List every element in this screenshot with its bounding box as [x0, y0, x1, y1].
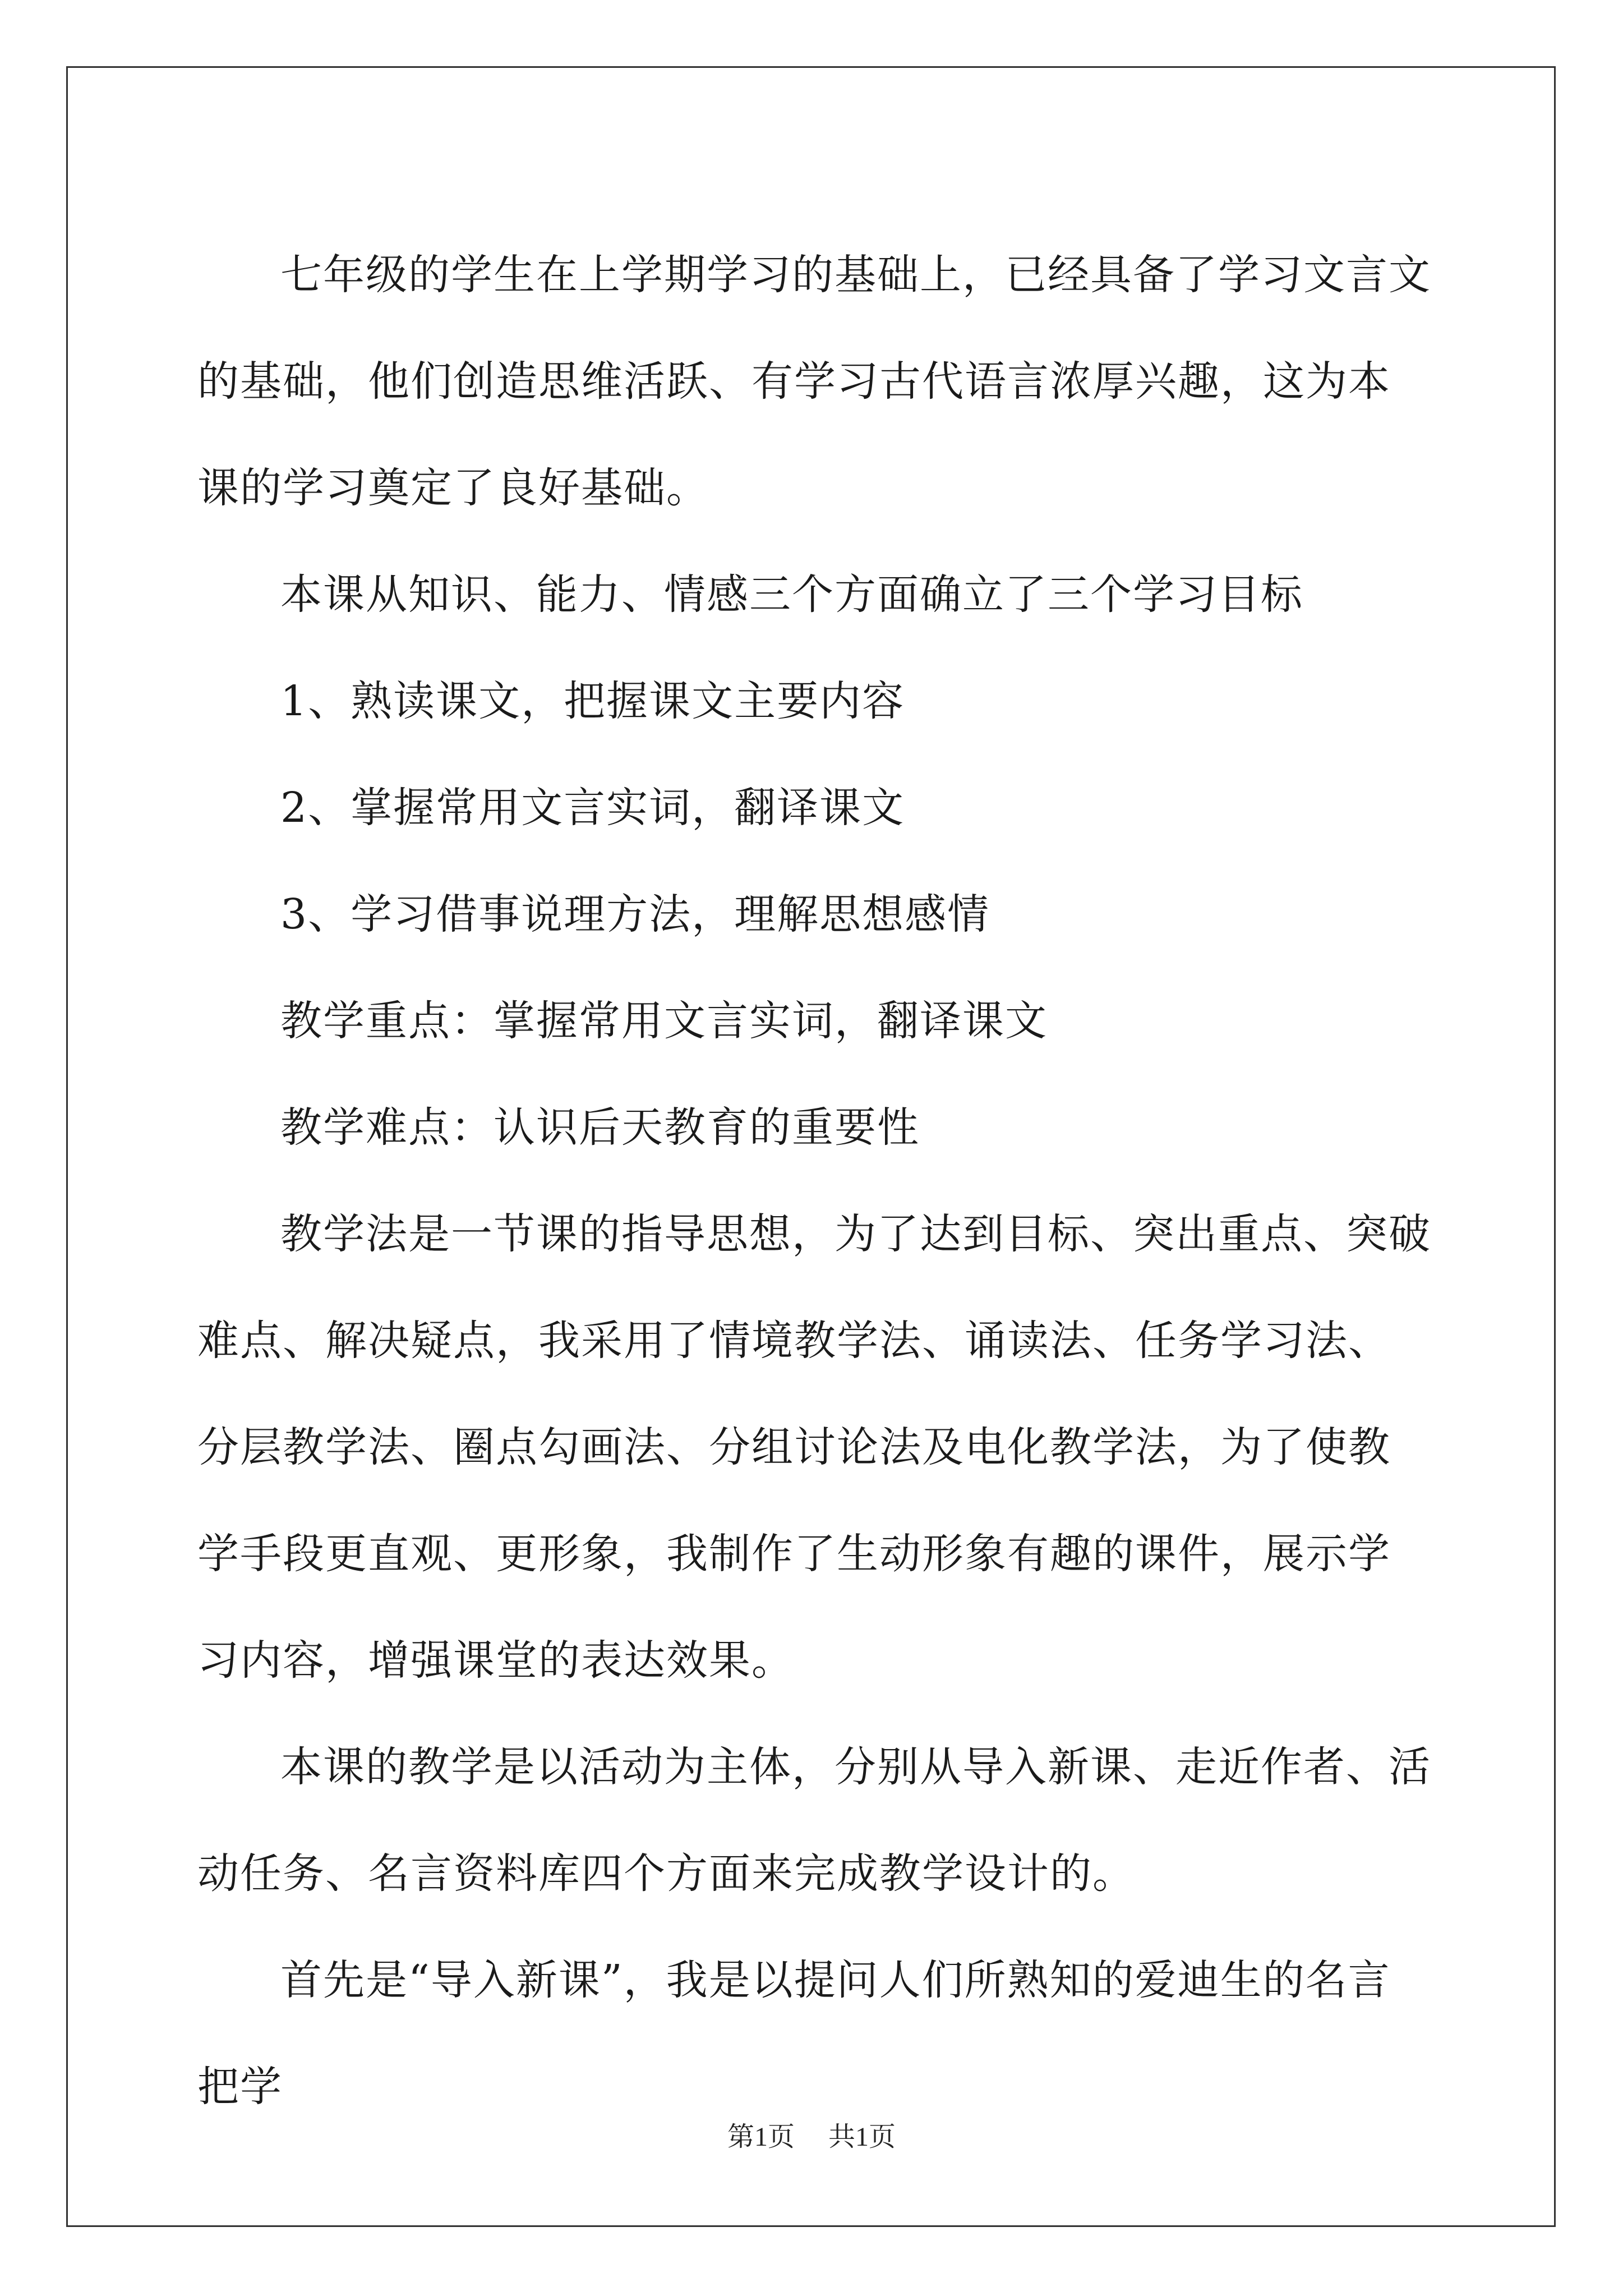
- paragraph-difficult-point: 教学难点：认识后天教育的重要性: [280, 1103, 920, 1152]
- paragraph-activity-design: 本课的教学是以活动为主体，分别从导入新课、走近作者、活动任务、名言资料库四个方面来完成教学设计的。: [197, 1743, 1431, 1898]
- page-number: 第1页: [727, 2122, 795, 2152]
- paragraph-intro: 七年级的学生在上学期学习的基础上，已经具备了学习文言文的基础，他们创造思维活跃、有学习古代语言浓厚兴趣，这为本课的学习奠定了良好基础。: [197, 251, 1431, 512]
- list-item-goal-3: 3、学习借事说理方法，理解思想感情: [280, 890, 990, 938]
- page-total: 共1页: [828, 2122, 896, 2152]
- paragraph-key-point: 教学重点：掌握常用文言实词，翻译课文: [280, 997, 1048, 1045]
- paragraph-teaching-method: 教学法是一节课的指导思想，为了达到目标、突出重点、突破难点、解决疑点，我采用了情境教学法、诵读法、任务学习法、分层教学法、圈点勾画法、分组讨论法及电化教学法，为了使教学手段更直观、更形象，我制作了生动形象有趣的课件，展示学习内容，增强课堂的表达效果。: [197, 1210, 1431, 1685]
- list-item-goal-2: 2、掌握常用文言实词，翻译课文: [280, 784, 905, 832]
- page-footer: [0, 2115, 1623, 2154]
- paragraph-goals-heading: 本课从知识、能力、情感三个方面确立了三个学习目标: [280, 570, 1303, 619]
- document-body: [197, 222, 1431, 2140]
- list-item-goal-1: 1、熟读课文，把握课文主要内容: [280, 677, 905, 725]
- paragraph-introduction-lesson: 首先是“导入新课”，我是以提问人们所熟知的爱迪生的名言把学: [197, 1956, 1391, 2111]
